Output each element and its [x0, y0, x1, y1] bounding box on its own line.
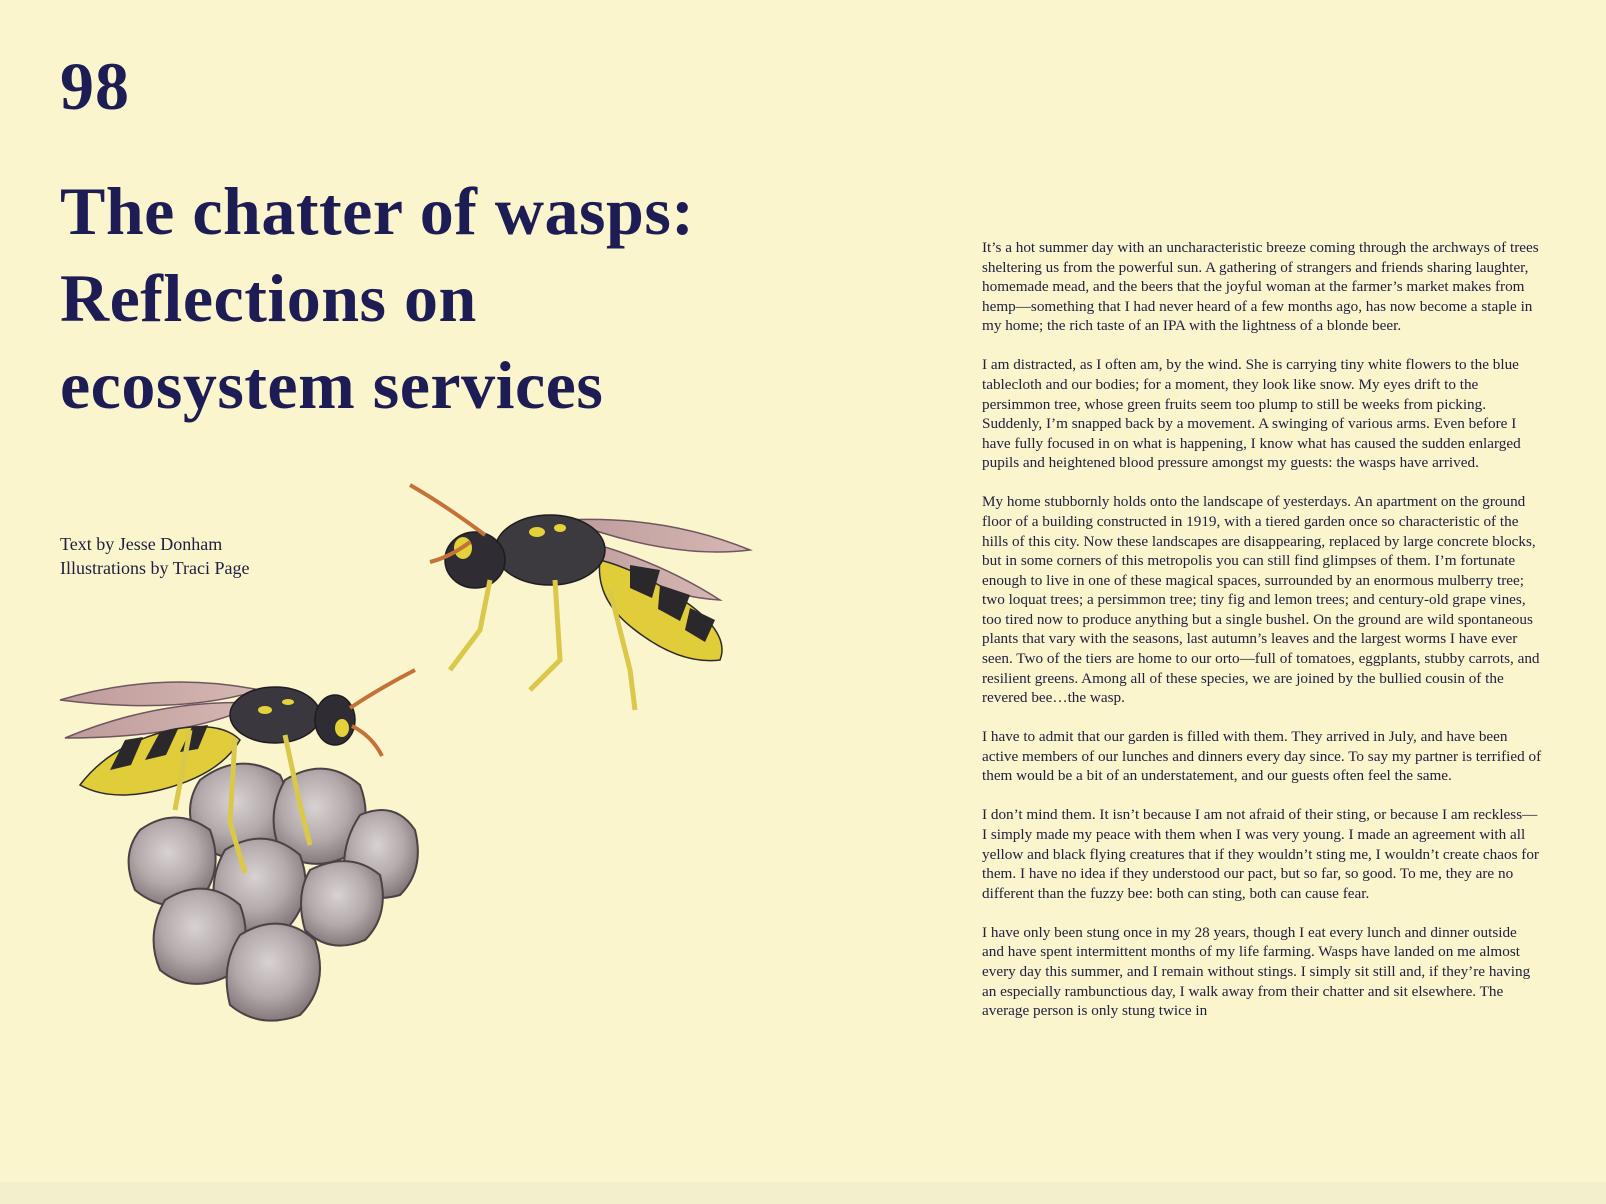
paragraph: My home stubbornly holds onto the landscape of yesterdays. An apartment on the ground floor of a building constructed in 1919, with a tiered garden once so characteristic of the hills of this city. Now these landscapes are disappearing, replaced by large concrete blocks, but in some corners of this metropolis you can still find glimpses of them. I’m fortunate enough to live in one of these magical spaces, surrounded by an enormous mulberry tree; two loquat trees; a persimmon tree; tiny fig and lemon trees; and century-old grape vines, too tired now to produce anything but a single bushel. On the ground are wild spontaneous plants that vary with the seasons, last autumn’s leaves and the largest worms I have ever seen. Two of the tiers are home to our orto—full of tomatoes, eggplants, stubby carrots, and resilient greens. Among all of these species, we are joined by the bullied cousin of the revered bee…the wasp.	[982, 493, 1540, 707]
illustrator-credit: Illustrations by Traci Page	[60, 558, 250, 578]
paragraph: I have only been stung once in my 28 years, though I eat every lunch and dinner outside and have spent intermittent months of my life farming. Wasps have landed on me almost every day this summer, and I remain without stings. I simply sit still and, if they’re having an especially rambunctious day, I walk away from their chatter and sit elsewhere. The average person is only stung twice in	[982, 923, 1531, 1020]
paragraph: I am distracted, as I often am, by the wind. She is carrying tiny white flowers to the blue tablecloth and our bodies; for a moment, they look like snow. My eyes drift to the persimmon tree, whose green fruits seem too plump to still be weeks from picking. Suddenly, I’m snapped back by a movement. A swinging of various arms. Even before I have fully focused in on what is happening, I know what has caused the sudden enlarged pupils and heightened blood pressure amongst my guests: the wasps have arrived.	[982, 356, 1521, 472]
wasp-icon	[410, 485, 750, 710]
paragraph: I have to admit that our garden is filled with them. They arrived in July, and have been active members of our lunches and dinners every day since. To say my partner is terrified of them would be a bit of an understatement, and our guests often feel the same.	[982, 728, 1542, 785]
paragraph: It’s a hot summer day with an uncharacteristic breeze coming through the archways of trees sheltering us from the powerful sun. A gathering of strangers and friends sharing laughter, homemade mead, and the beers that the joyful woman at the farmer’s market makes from hemp—something that I had never heard of a few months ago, has now become a staple in my home; the rich taste of an IPA with the lightness of a blonde beer.	[982, 239, 1539, 335]
page-number: 98	[60, 48, 130, 124]
article-title: The chatter of wasps: Reflections on ecosystem services	[60, 173, 695, 423]
paragraph: I don’t mind them. It isn’t because I am not afraid of their sting, or because I am reckless—I simply made my peace with them when I was very young. I made an agreement with all yellow and black flying creatures that if they wouldn’t sting me, I wouldn’t create chaos for them. I have no idea if they understood our pact, but so far, so good. To me, they are no different than the fuzzy bee: both can sting, both can cause fear.	[982, 806, 1539, 902]
author-credit: Text by Jesse Donham	[60, 534, 223, 554]
article-body	[982, 238, 1542, 1040]
wasps-illustration	[40, 480, 780, 1060]
paper-nest-icon	[129, 764, 418, 1021]
page-bottom-edge	[0, 1182, 1606, 1204]
